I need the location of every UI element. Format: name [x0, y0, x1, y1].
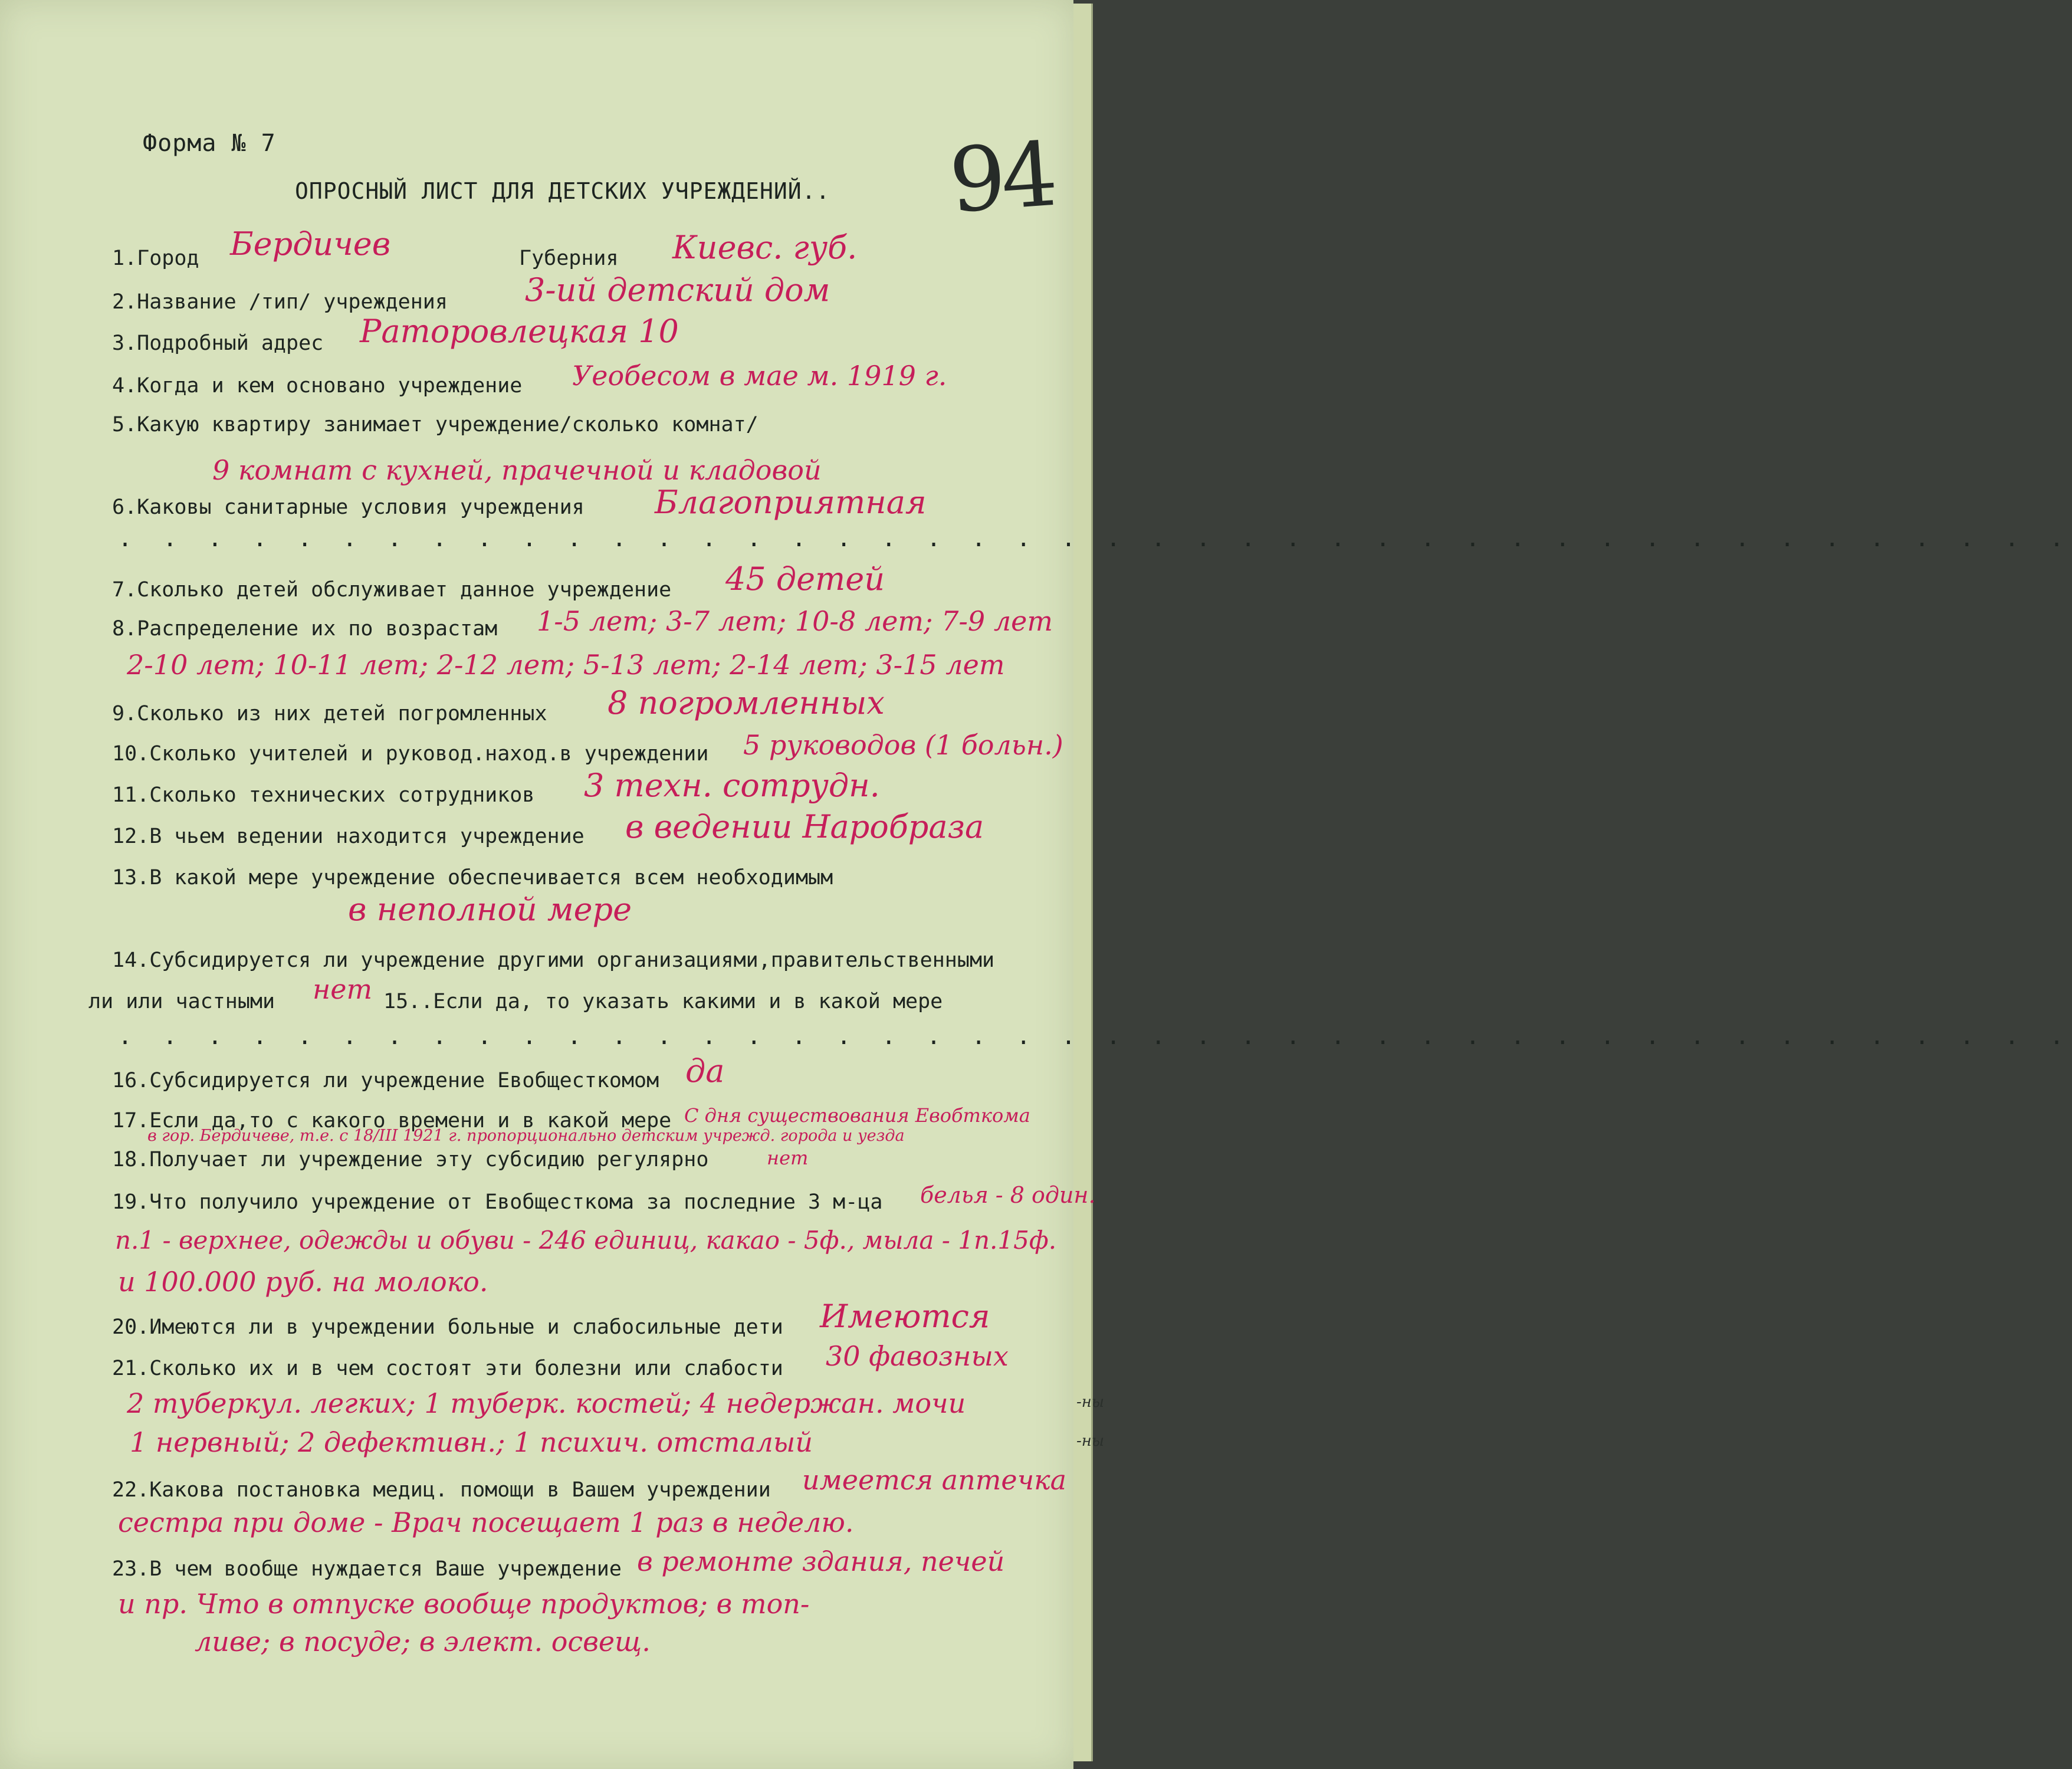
- answer-4: Уеобесом в мае м. 1919 г.: [572, 360, 947, 392]
- answer-23-line-2: и пр. Что в отпуске вообще продуктов; в топ-: [118, 1588, 810, 1620]
- answer-11: 3 техн. сотрудн.: [584, 767, 880, 804]
- question-14-label: 14.Субсидируется ли учреждение другими организациями,правительственными: [112, 949, 995, 972]
- answer-10: 5 руководов (1 больн.): [743, 729, 1063, 761]
- answer-22-line-2: сестра при доме - Врач посещает 1 раз в неделю.: [118, 1507, 854, 1538]
- answer-1-province: Киевс. губ.: [672, 229, 858, 266]
- question-19-label: 19.Что получило учреждение от Евобщесткома за последние 3 м-ца: [112, 1190, 883, 1214]
- answer-23-line-3: ливе; в посуде; в элект. освещ.: [195, 1626, 651, 1658]
- answer-21-line-3: 1 нервный; 2 дефективн.; 1 психич. отсталый: [130, 1426, 813, 1458]
- margin-note: -ны: [1076, 1432, 1105, 1450]
- answer-17-line-1: С дня существования Евобткома: [684, 1104, 1030, 1127]
- answer-21-line-2: 2 туберкул. легких; 1 туберк. костей; 4 недержан. мочи: [127, 1387, 966, 1419]
- answer-5: 9 комнат с кухней, прачечной и кладовой: [212, 454, 822, 486]
- archive-page-number: 94: [946, 123, 1056, 233]
- answer-18: нет: [767, 1147, 809, 1169]
- answer-17-line-2: в гор. Бердичеве, т.е. с 18/III 1921 г. пропорционально детским учрежд. города и уезда: [147, 1127, 905, 1145]
- question-18-label: 18.Получает ли учреждение эту субсидию регулярно: [112, 1148, 709, 1171]
- answer-1-city: Бердичев: [230, 225, 391, 262]
- margin-note: -ны: [1076, 1393, 1105, 1411]
- question-7-label: 7.Сколько детей обслуживает данное учреждение: [112, 578, 672, 602]
- question-15-label: 15..Если да, то указать какими и в какой мере: [383, 990, 943, 1013]
- question-8-label: 8.Распределение их по возрастам: [112, 617, 498, 641]
- question-10-label: 10.Сколько учителей и руковод.наход.в учреждении: [112, 742, 709, 766]
- question-14-label-cont: ли или частными: [88, 990, 275, 1013]
- answer-7: 45 детей: [725, 560, 885, 598]
- answer-12: в ведении Наробраза: [625, 808, 984, 845]
- answer-6: Благоприятная: [655, 484, 927, 521]
- answer-19-line-3: и 100.000 руб. на молоко.: [118, 1266, 488, 1298]
- question-1-province-label: Губерния: [519, 247, 619, 270]
- question-13-label: 13.В какой мере учреждение обеспечивается всем необходимым: [112, 866, 833, 890]
- question-16-label: 16.Субсидируется ли учреждение Евобщесткомом: [112, 1069, 659, 1092]
- question-1-label: 1.Город: [112, 247, 199, 270]
- answer-3: Раторовлецкая 10: [360, 313, 679, 350]
- answer-9: 8 погромленных: [608, 684, 885, 721]
- answer-19-line-1: белья - 8 один.: [920, 1182, 1096, 1208]
- answer-20: Имеются: [820, 1298, 990, 1335]
- answer-14: нет: [313, 973, 373, 1005]
- question-2-label: 2.Название /тип/ учреждения: [112, 290, 448, 314]
- dotted-line: . . . . . . . . . . . . . . . . . . . . . . . . . . . . . . . . . . . . . . . . . . . .: [118, 525, 2072, 552]
- question-6-label: 6.Каковы санитарные условия учреждения: [112, 495, 585, 519]
- question-23-label: 23.В чем вообще нуждается Ваше учреждение: [112, 1557, 622, 1581]
- answer-2: 3-ий детский дом: [525, 271, 830, 308]
- question-12-label: 12.В чьем ведении находится учреждение: [112, 825, 585, 848]
- question-22-label: 22.Какова постановка медиц. помощи в Вашем учреждении: [112, 1478, 771, 1502]
- answer-23-line-1: в ремонте здания, печей: [637, 1545, 1005, 1577]
- answer-21-line-1: 30 фавозных: [826, 1340, 1009, 1372]
- answer-19-line-2: п.1 - верхнее, одежды и обуви - 246 единиц, какао - 5ф., мыла - 1п.15ф.: [115, 1226, 1057, 1255]
- answer-16: да: [685, 1052, 725, 1089]
- question-20-label: 20.Имеются ли в учреждении больные и слабосильные дети: [112, 1315, 783, 1339]
- question-4-label: 4.Когда и кем основано учреждение: [112, 374, 523, 398]
- question-11-label: 11.Сколько технических сотрудников: [112, 783, 535, 807]
- question-3-label: 3.Подробный адрес: [112, 332, 324, 355]
- answer-13: в неполной мере: [348, 891, 632, 928]
- form-number: Форма № 7: [143, 130, 276, 157]
- question-21-label: 21.Сколько их и в чем состоят эти болезни или слабости: [112, 1357, 783, 1380]
- page-title: ОПРОСНЫЙ ЛИСТ ДЛЯ ДЕТСКИХ УЧРЕЖДЕНИЙ..: [295, 178, 830, 204]
- question-9-label: 9.Сколько из них детей погромленных: [112, 702, 547, 726]
- question-17-label: 17.Если да,то с какого времени и в какой мере: [112, 1109, 672, 1133]
- answer-8-line-1: 1-5 лет; 3-7 лет; 10-8 лет; 7-9 лет: [537, 605, 1053, 637]
- answer-8-line-2: 2-10 лет; 10-11 лет; 2-12 лет; 5-13 лет; 2-14 лет; 3-15 лет: [127, 649, 1005, 681]
- question-5-label: 5.Какую квартиру занимает учреждение/сколько комнат/: [112, 413, 758, 436]
- answer-22-line-1: имеется аптечка: [802, 1464, 1067, 1496]
- dotted-line: . . . . . . . . . . . . . . . . . . . . . . . . . . . . . . . . . . . . . . . . . . . .: [118, 1023, 2072, 1050]
